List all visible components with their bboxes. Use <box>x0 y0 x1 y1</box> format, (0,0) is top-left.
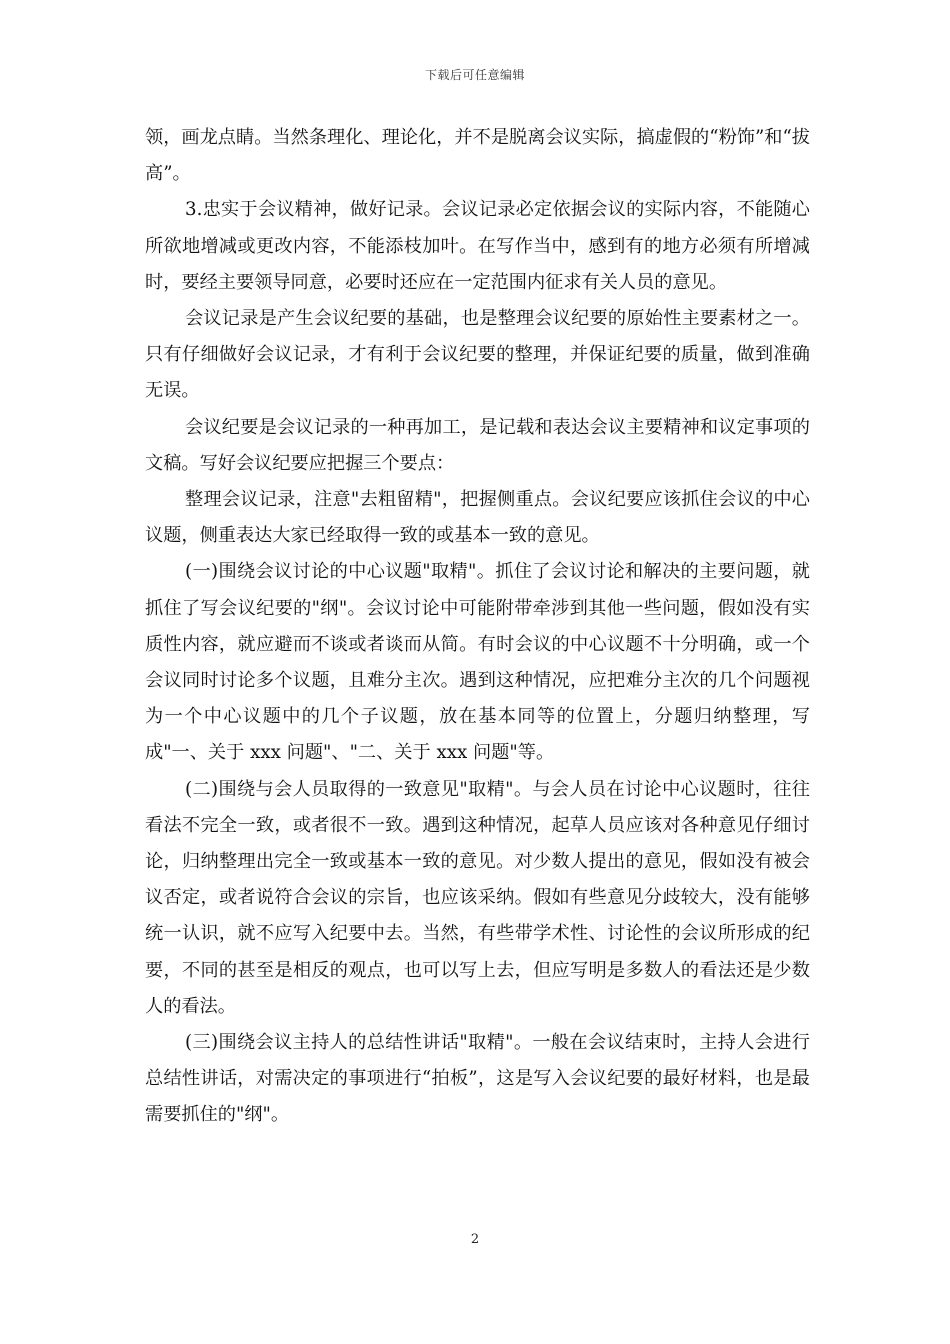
paragraph: (一)围绕会议讨论的中心议题"取精"。抓住了会议讨论和解决的主要问题，就抓住了写会议纪要的"纲"。会议讨论中可能附带牵涉到其他一些问题，假如没有实质性内容，就应避而不谈或者谈而从简。有时会议的中心议题不十分明确，或一个会议同时讨论多个议题，且难分主次。遇到这种情况，应把难分主次的几个问题视为一个中心议题中的几个子议题，放在基本同等的位置上，分题归纳整理，写成"一、关于 xxx 问题"、"二、关于 xxx 问题"等。 <box>145 561 810 764</box>
document-body <box>145 120 810 1134</box>
page-header: 下载后可任意编辑 <box>424 68 525 82</box>
paragraph: 会议纪要是会议记录的一种再加工，是记载和表达会议主要精神和议定事项的文稿。写好会议纪要应把握三个要点： <box>145 416 810 474</box>
page-number: 2 <box>470 1232 480 1247</box>
paragraph: (三)围绕会议主持人的总结性讲话"取精"。一般在会议结束时，主持人会进行总结性讲话，对需决定的事项进行“拍板”，这是写入会议纪要的最好材料，也是最需要抓住的"纲"。 <box>145 1032 810 1126</box>
paragraph: 3.忠实于会议精神，做好记录。会议记录必定依据会议的实际内容，不能随心所欲地增减或更改内容，不能添枝加叶。在写作当中，感到有的地方必须有所增减时，要经主要领导同意，必要时还应在一定范围内征求有关人员的意见。 <box>145 199 810 293</box>
paragraph: 整理会议记录，注意"去粗留精"，把握侧重点。会议纪要应该抓住会议的中心议题，侧重表达大家已经取得一致的或基本一致的意见。 <box>145 489 810 547</box>
paragraph: 领，画龙点睛。当然条理化、理论化，并不是脱离会议实际，搞虚假的“粉饰”和“拔高”。 <box>145 127 810 185</box>
paragraph: (二)围绕与会人员取得的一致意见"取精"。与会人员在讨论中心议题时，往往看法不完全一致，或者很不一致。遇到这种情况，起草人员应该对各种意见仔细讨论，归纳整理出完全一致或基本一致的意见。对少数人提出的意见，假如没有被会议否定，或者说符合会议的宗旨，也应该采纳。假如有些意见分歧较大，没有能够统一认识，就不应写入纪要中去。当然，有些带学术性、讨论性的会议所形成的纪要，不同的甚至是相反的观点，也可以写上去，但应写明是多数人的看法还是少数人的看法。 <box>145 778 810 1017</box>
paragraph: 会议记录是产生会议纪要的基础，也是整理会议纪要的原始性主要素材之一。只有仔细做好会议记录，才有利于会议纪要的整理，并保证纪要的质量，做到准确无误。 <box>145 308 810 402</box>
